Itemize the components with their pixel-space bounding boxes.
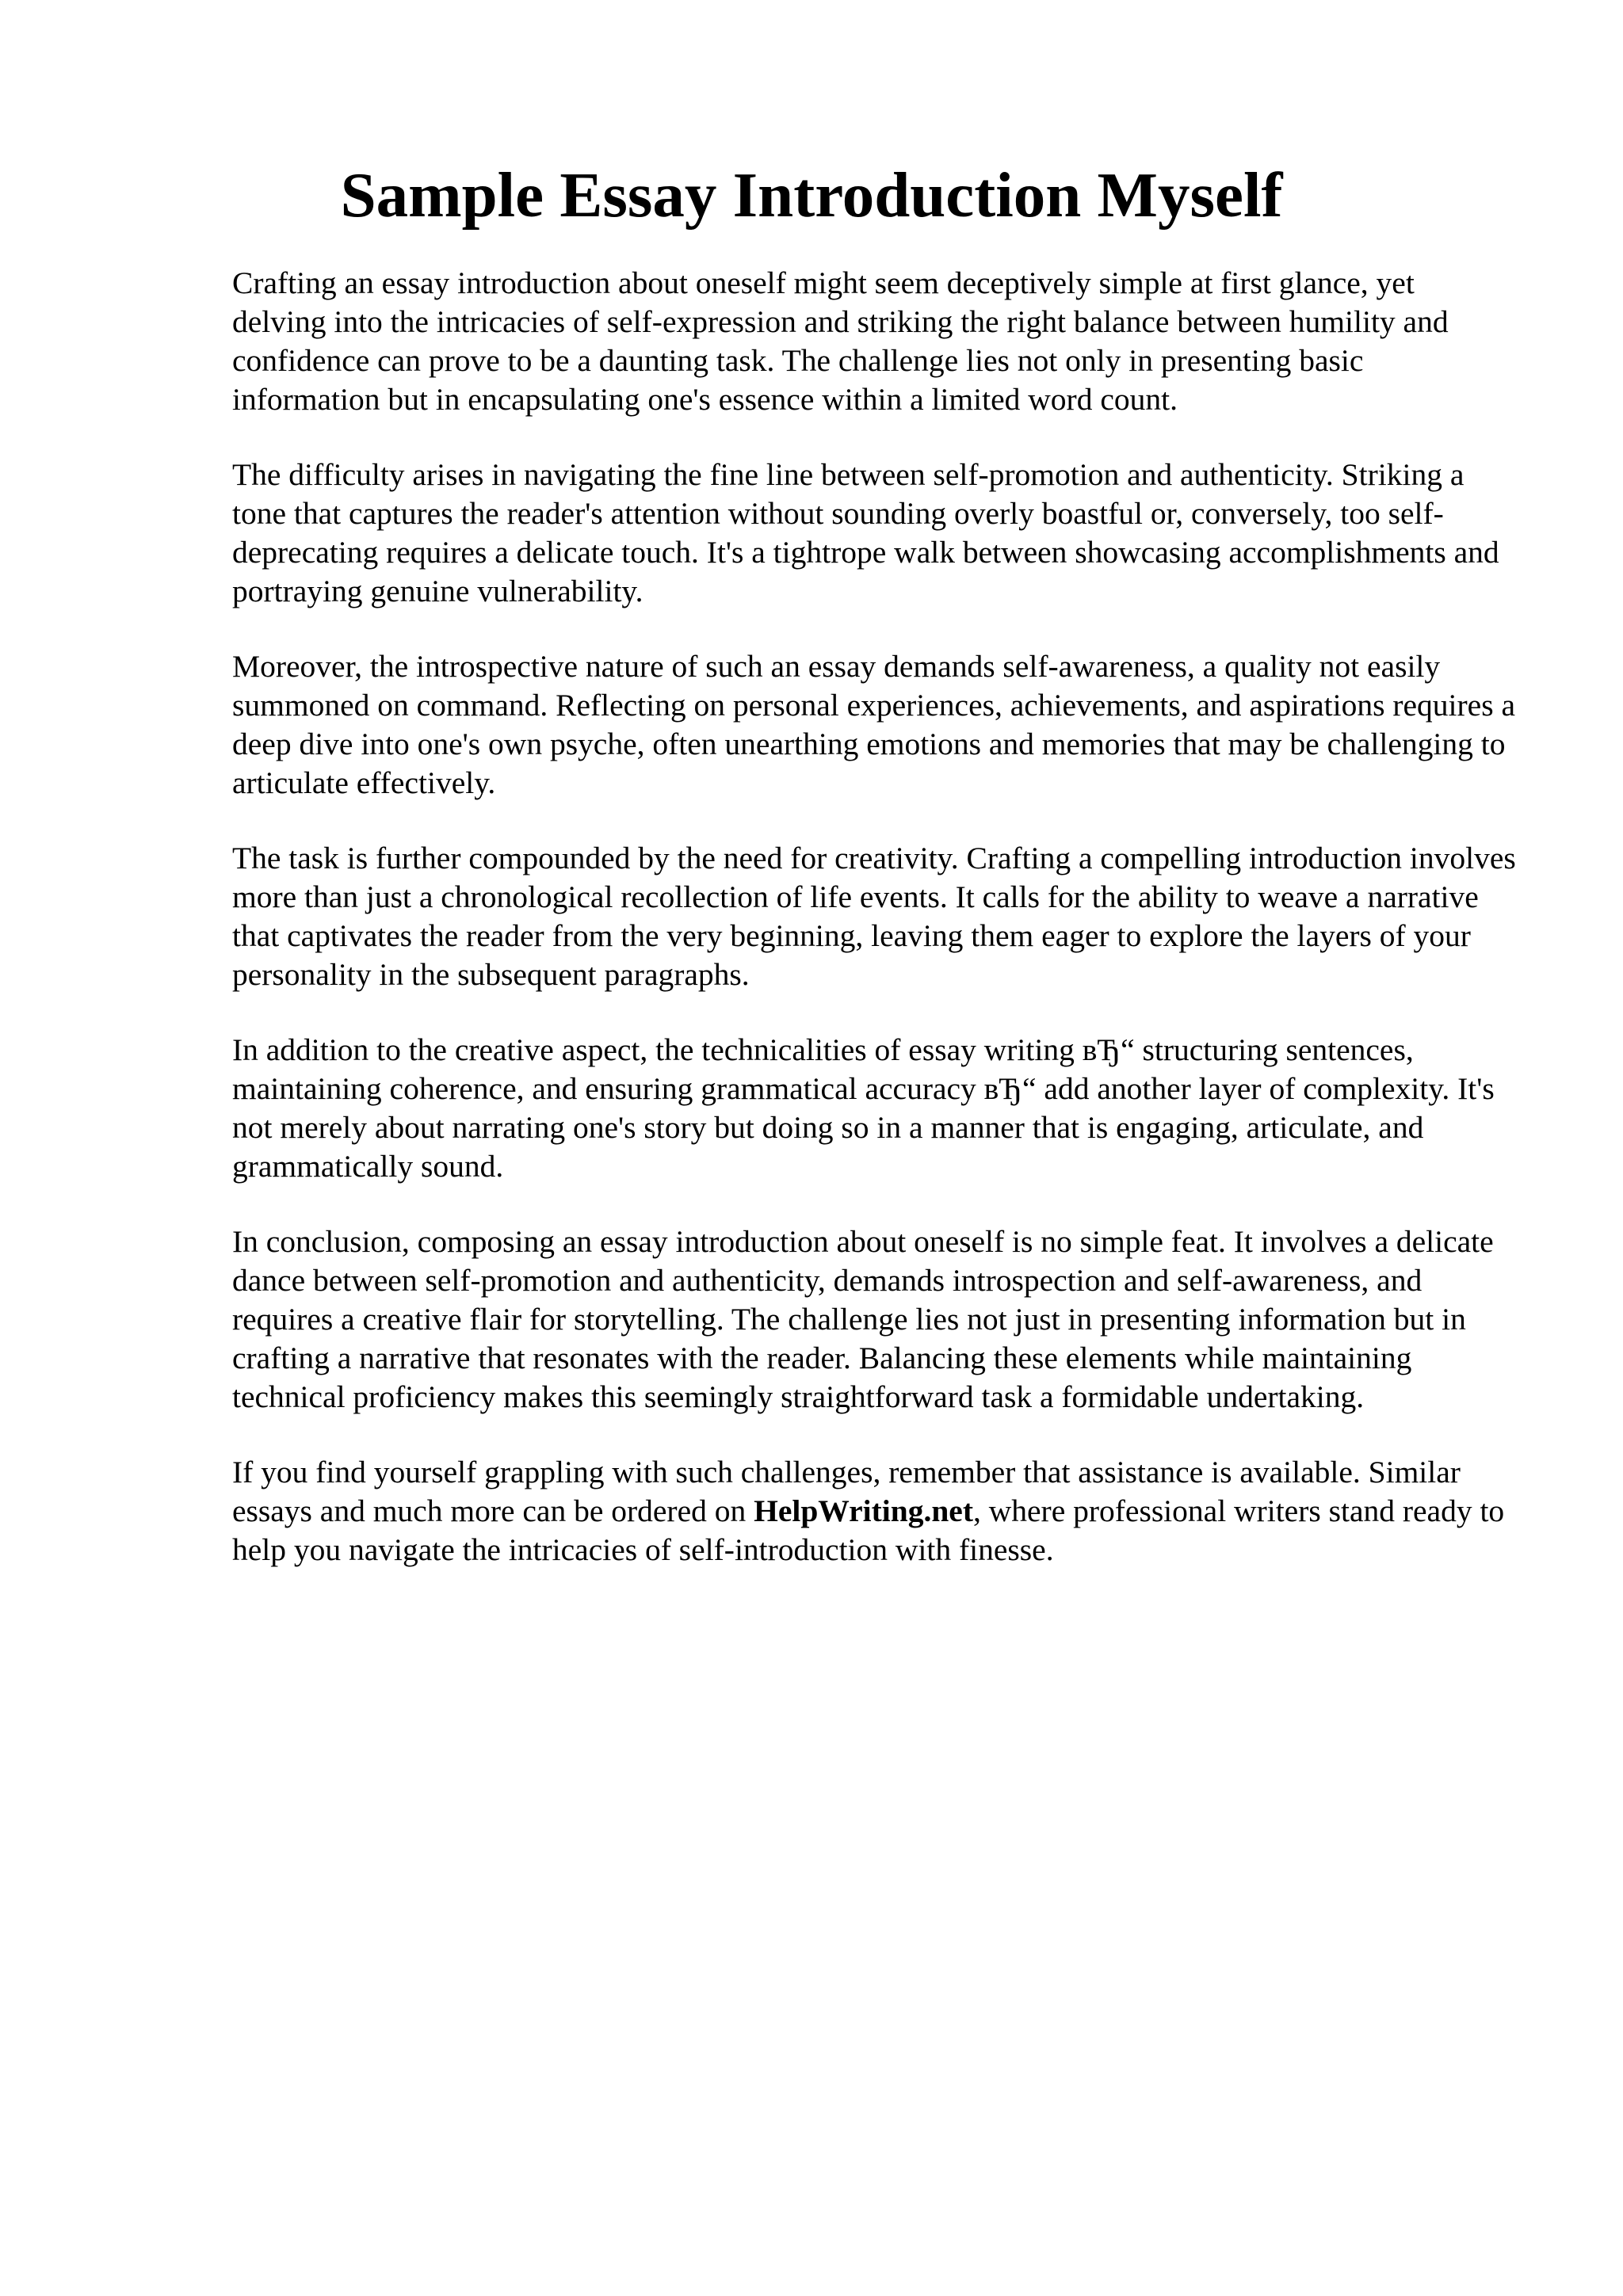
closing-text-after-link: , where professional writers stand ready to help you navigate the intricacies of self-introduction with finesse. <box>232 1493 1505 1567</box>
paragraph-creativity: The task is further compounded by the need for creativity. Crafting a compelling introduction involves more than just a chronological recollection of life events. It calls for the ability to weave a narrative that captivates the reader from the very beginning, leaving them eager to explore the layers of your personality in the subsequent paragraphs. <box>232 841 1516 992</box>
document-title: Sample Essay Introduction Myself <box>340 159 1283 231</box>
paragraph-difficulty: The difficulty arises in navigating the fine line between self-promotion and authenticity. Striking a tone that captures the reader's attention without sounding overly boastful or, conversely, too self-deprecating requires a delicate touch. It's a tightrope walk between showcasing accomplishments and portraying genuine vulnerability. <box>232 457 1499 608</box>
paragraph-introspection: Moreover, the introspective nature of such an essay demands self-awareness, a quality not easily summoned on command. Reflecting on personal experiences, achievements, and aspirations requires a deep dive into one's own psyche, often unearthing emotions and memories that may be challenging to articulate effectively. <box>232 649 1515 800</box>
document-body <box>232 264 1516 1569</box>
paragraph-closing <box>232 1453 1516 1569</box>
closing-text-before-link: If you find yourself grappling with such challenges, remember that assistance is available. Similar essays and much more can be ordered on <box>232 1455 1461 1528</box>
paragraph-conclusion: In conclusion, composing an essay introduction about oneself is no simple feat. It involves a delicate dance between self-promotion and authenticity, demands introspection and self-awareness, and requires a creative flair for storytelling. The challenge lies not just in presenting information but in crafting a narrative that resonates with the reader. Balancing these elements while maintaining technical proficiency makes this seemingly straightforward task a formidable undertaking. <box>232 1224 1494 1414</box>
paragraph-technicalities: In addition to the creative aspect, the technicalities of essay writing вЂ“ structuring sentences, maintaining coherence, and ensuring grammatical accuracy вЂ“ add another layer of complexity. It's not merely about narrating one's story but doing so in a manner that is engaging, articulate, and grammatically sound. <box>232 1032 1495 1184</box>
helpwriting-link[interactable]: HelpWriting.net <box>754 1493 973 1528</box>
paragraph-intro: Crafting an essay introduction about oneself might seem deceptively simple at first glance, yet delving into the intricacies of self-expression and striking the right balance between humility and confidence can prove to be a daunting task. The challenge lies not only in presenting basic information but in encapsulating one's essence within a limited word count. <box>232 265 1449 417</box>
